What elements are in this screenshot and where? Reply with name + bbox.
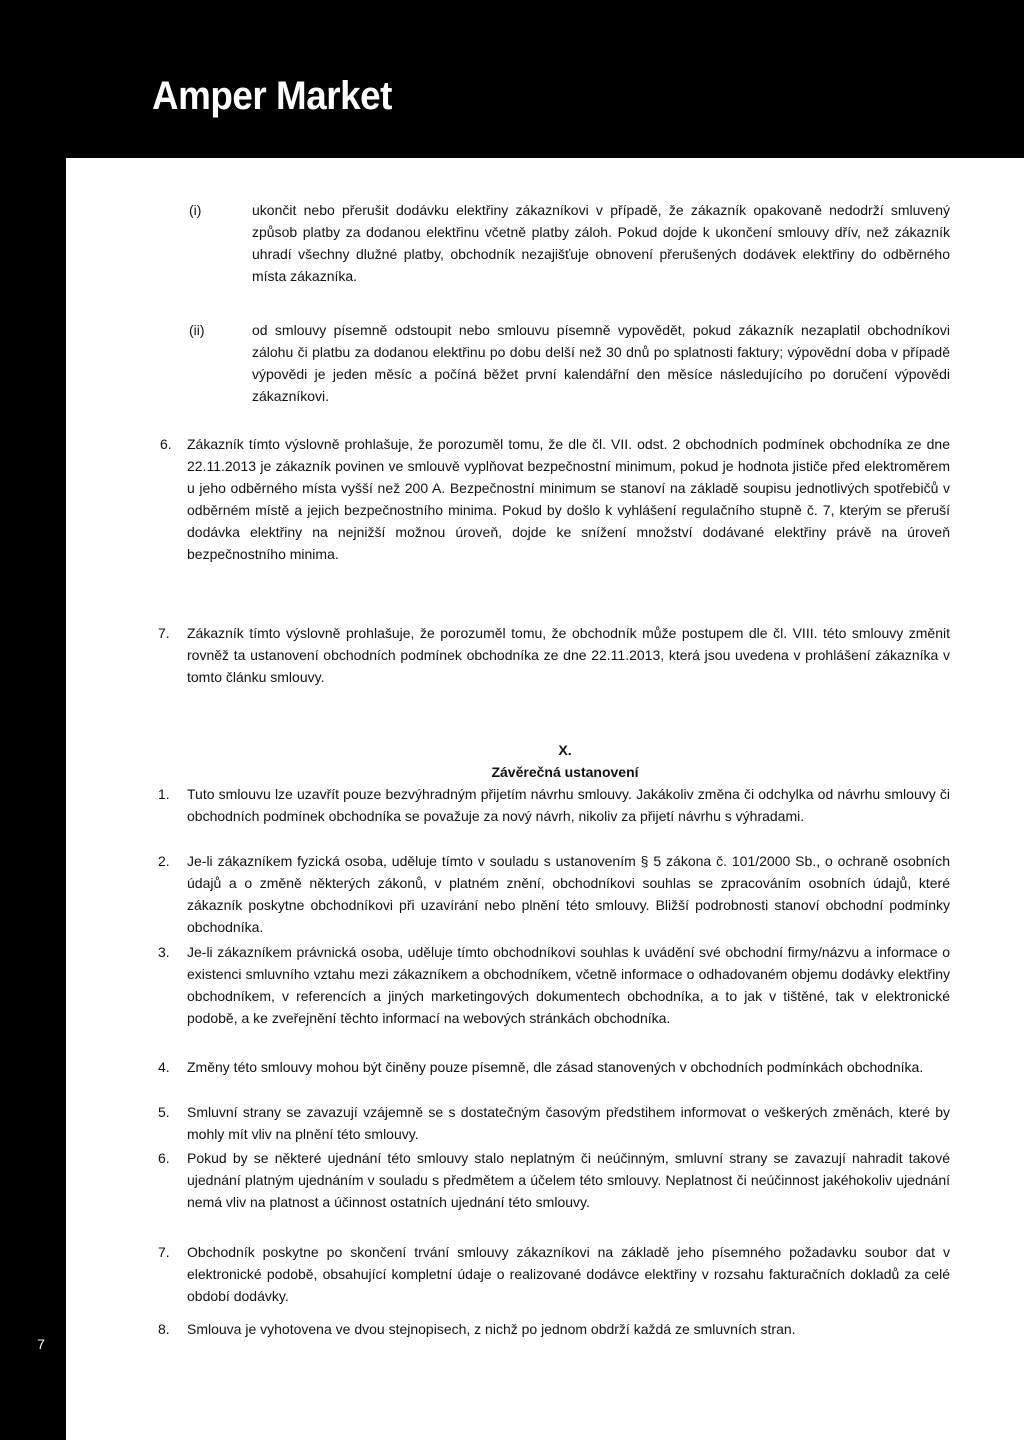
final-item-text: Smluvní strany se zavazují vzájemně se s dostatečným časovým předstihem informovat o veškerých změnách, které by mohly mít vliv na plnění této smlouvy. <box>187 1104 950 1142</box>
final-item-number: 3. <box>158 944 170 960</box>
page-number: 7 <box>37 1336 45 1352</box>
final-item-number: 7. <box>158 1244 170 1260</box>
sub-item-text: ukončit nebo přerušit dodávku elektřiny zákazníkovi v případě, že zákazník opakovaně nedodrží smluvený způsob platby za dodanou elektřinu včetně platby záloh. Pokud dojde k ukončení smlouvy dřív, než zákazník uhradí všechny dlužné platby, obchodník nezajišťuje obnovení přerušených dodávek elektřiny do odběrného místa zákazníka. <box>252 202 950 284</box>
final-item-number: 8. <box>158 1321 170 1337</box>
article-item-text: Zákazník tímto výslovně prohlašuje, že porozuměl tomu, že obchodník může postupem dle čl. VIII. této smlouvy změnit rovněž ta ustanovení obchodních podmínek obchodníka ze dne 22.11.2013, která jsou uvedena v prohlášení zákazníka v tomto článku smlouvy. <box>187 625 950 685</box>
article-item-number: 7. <box>158 625 170 641</box>
final-item-text: Pokud by se některé ujednání této smlouvy stalo neplatným či neúčinným, smluvní strany se zavazují nahradit takové ujednání platným ujednáním v souladu s předmětem a účelem této smlouvy. Neplatnost či neúčinnost jakéhokoliv ujednání nemá vliv na platnost a účinnost ostatních ujednání této smlouvy. <box>187 1150 950 1210</box>
final-item-text: Smlouva je vyhotovena ve dvou stejnopisech, z nichž po jednom obdrží každá ze smluvních stran. <box>187 1321 796 1337</box>
article-item-number: 6. <box>160 436 172 452</box>
article-item-text: Zákazník tímto výslovně prohlašuje, že porozuměl tomu, že dle čl. VII. odst. 2 obchodních podmínek obchodníka ze dne 22.11.2013 je zákazník povinen ve smlouvě vyplňovat bezpečnostní minimum, pokud je hodnota jističe před elektroměrem u jeho odběrného místa vyšší než 200 A. Bezpečnostní minimum se stanoví na základě soupisu jednotlivých spotřebičů v odběrném místě a jejich bezpečnostního minima. Pokud by došlo k vyhlášení regulačního stupně č. 7, kterým se přeruší dodávka elektřiny na nejnižší možnou úroveň, dojde ke snížení množství dodávané elektřiny právě na úroveň bezpečnostního minima. <box>187 436 950 562</box>
final-item-text: Je-li zákazníkem fyzická osoba, uděluje tímto v souladu s ustanovením § 5 zákona č. 101/2000 Sb., o ochraně osobních údajů a o změně některých zákonů, v platném znění, obchodníkovi souhlas se zpracováním osobních údajů, které zákazník poskytne obchodníkovi při uzavírání nebo plnění této smlouvy. Bližší podrobnosti stanoví obchodní podmínky obchodníka. <box>187 853 950 935</box>
final-item-number: 6. <box>158 1150 170 1166</box>
sub-item-marker: (i) <box>189 202 202 218</box>
final-item-text: Změny této smlouvy mohou být činěny pouze písemně, dle zásad stanovených v obchodních podmínkách obchodníka. <box>187 1059 924 1075</box>
final-item-number: 5. <box>158 1104 170 1120</box>
final-item-text: Tuto smlouvu lze uzavřít pouze bezvýhradným přijetím návrhu smlouvy. Jakákoliv změna či odchylka od návrhu smlouvy či obchodních podmínek obchodníka se považuje za nový návrh, nikoliv za přijetí návrhu s výhradami. <box>187 786 950 824</box>
final-item-number: 1. <box>158 786 170 802</box>
section-number: X. <box>558 742 572 758</box>
final-item-number: 4. <box>158 1059 170 1075</box>
brand-logo-text: Amper Market <box>152 74 392 118</box>
final-item-number: 2. <box>158 853 170 869</box>
final-item-text: Obchodník poskytne po skončení trvání smlouvy zákazníkovi na základě jeho písemného požadavku soubor dat v elektronické podobě, obsahující kompletní údaje o realizované dodávce elektřiny v rozsahu fakturačních dokladů za celé období dodávky. <box>187 1244 950 1304</box>
sub-item-text: od smlouvy písemně odstoupit nebo smlouvu písemně vypovědět, pokud zákazník nezaplatil obchodníkovi zálohu či platbu za dodanou elektřinu po dobu delší než 30 dnů po splatnosti faktury; výpovědní doba v případě výpovědi je jeden měsíc a počíná běžet první kalendářní den měsíce následujícího po doručení výpovědi zákazníkovi. <box>252 322 950 404</box>
sub-item-marker: (ii) <box>189 322 205 338</box>
section-title: Závěrečná ustanovení <box>491 764 639 780</box>
final-item-text: Je-li zákazníkem právnická osoba, uděluje tímto obchodníkovi souhlas k uvádění své obchodní firmy/názvu a informace o existenci smluvního vztahu mezi zákazníkem a obchodníkem, včetně informace o odhadovaném objemu dodávky elektřiny obchodníkem, v referencích a jiných marketingových dokumentech obchodníka, a to jak v tištěné, tak v elektronické podobě, a ke zveřejnění těchto informací na webových stránkách obchodníka. <box>187 944 950 1026</box>
